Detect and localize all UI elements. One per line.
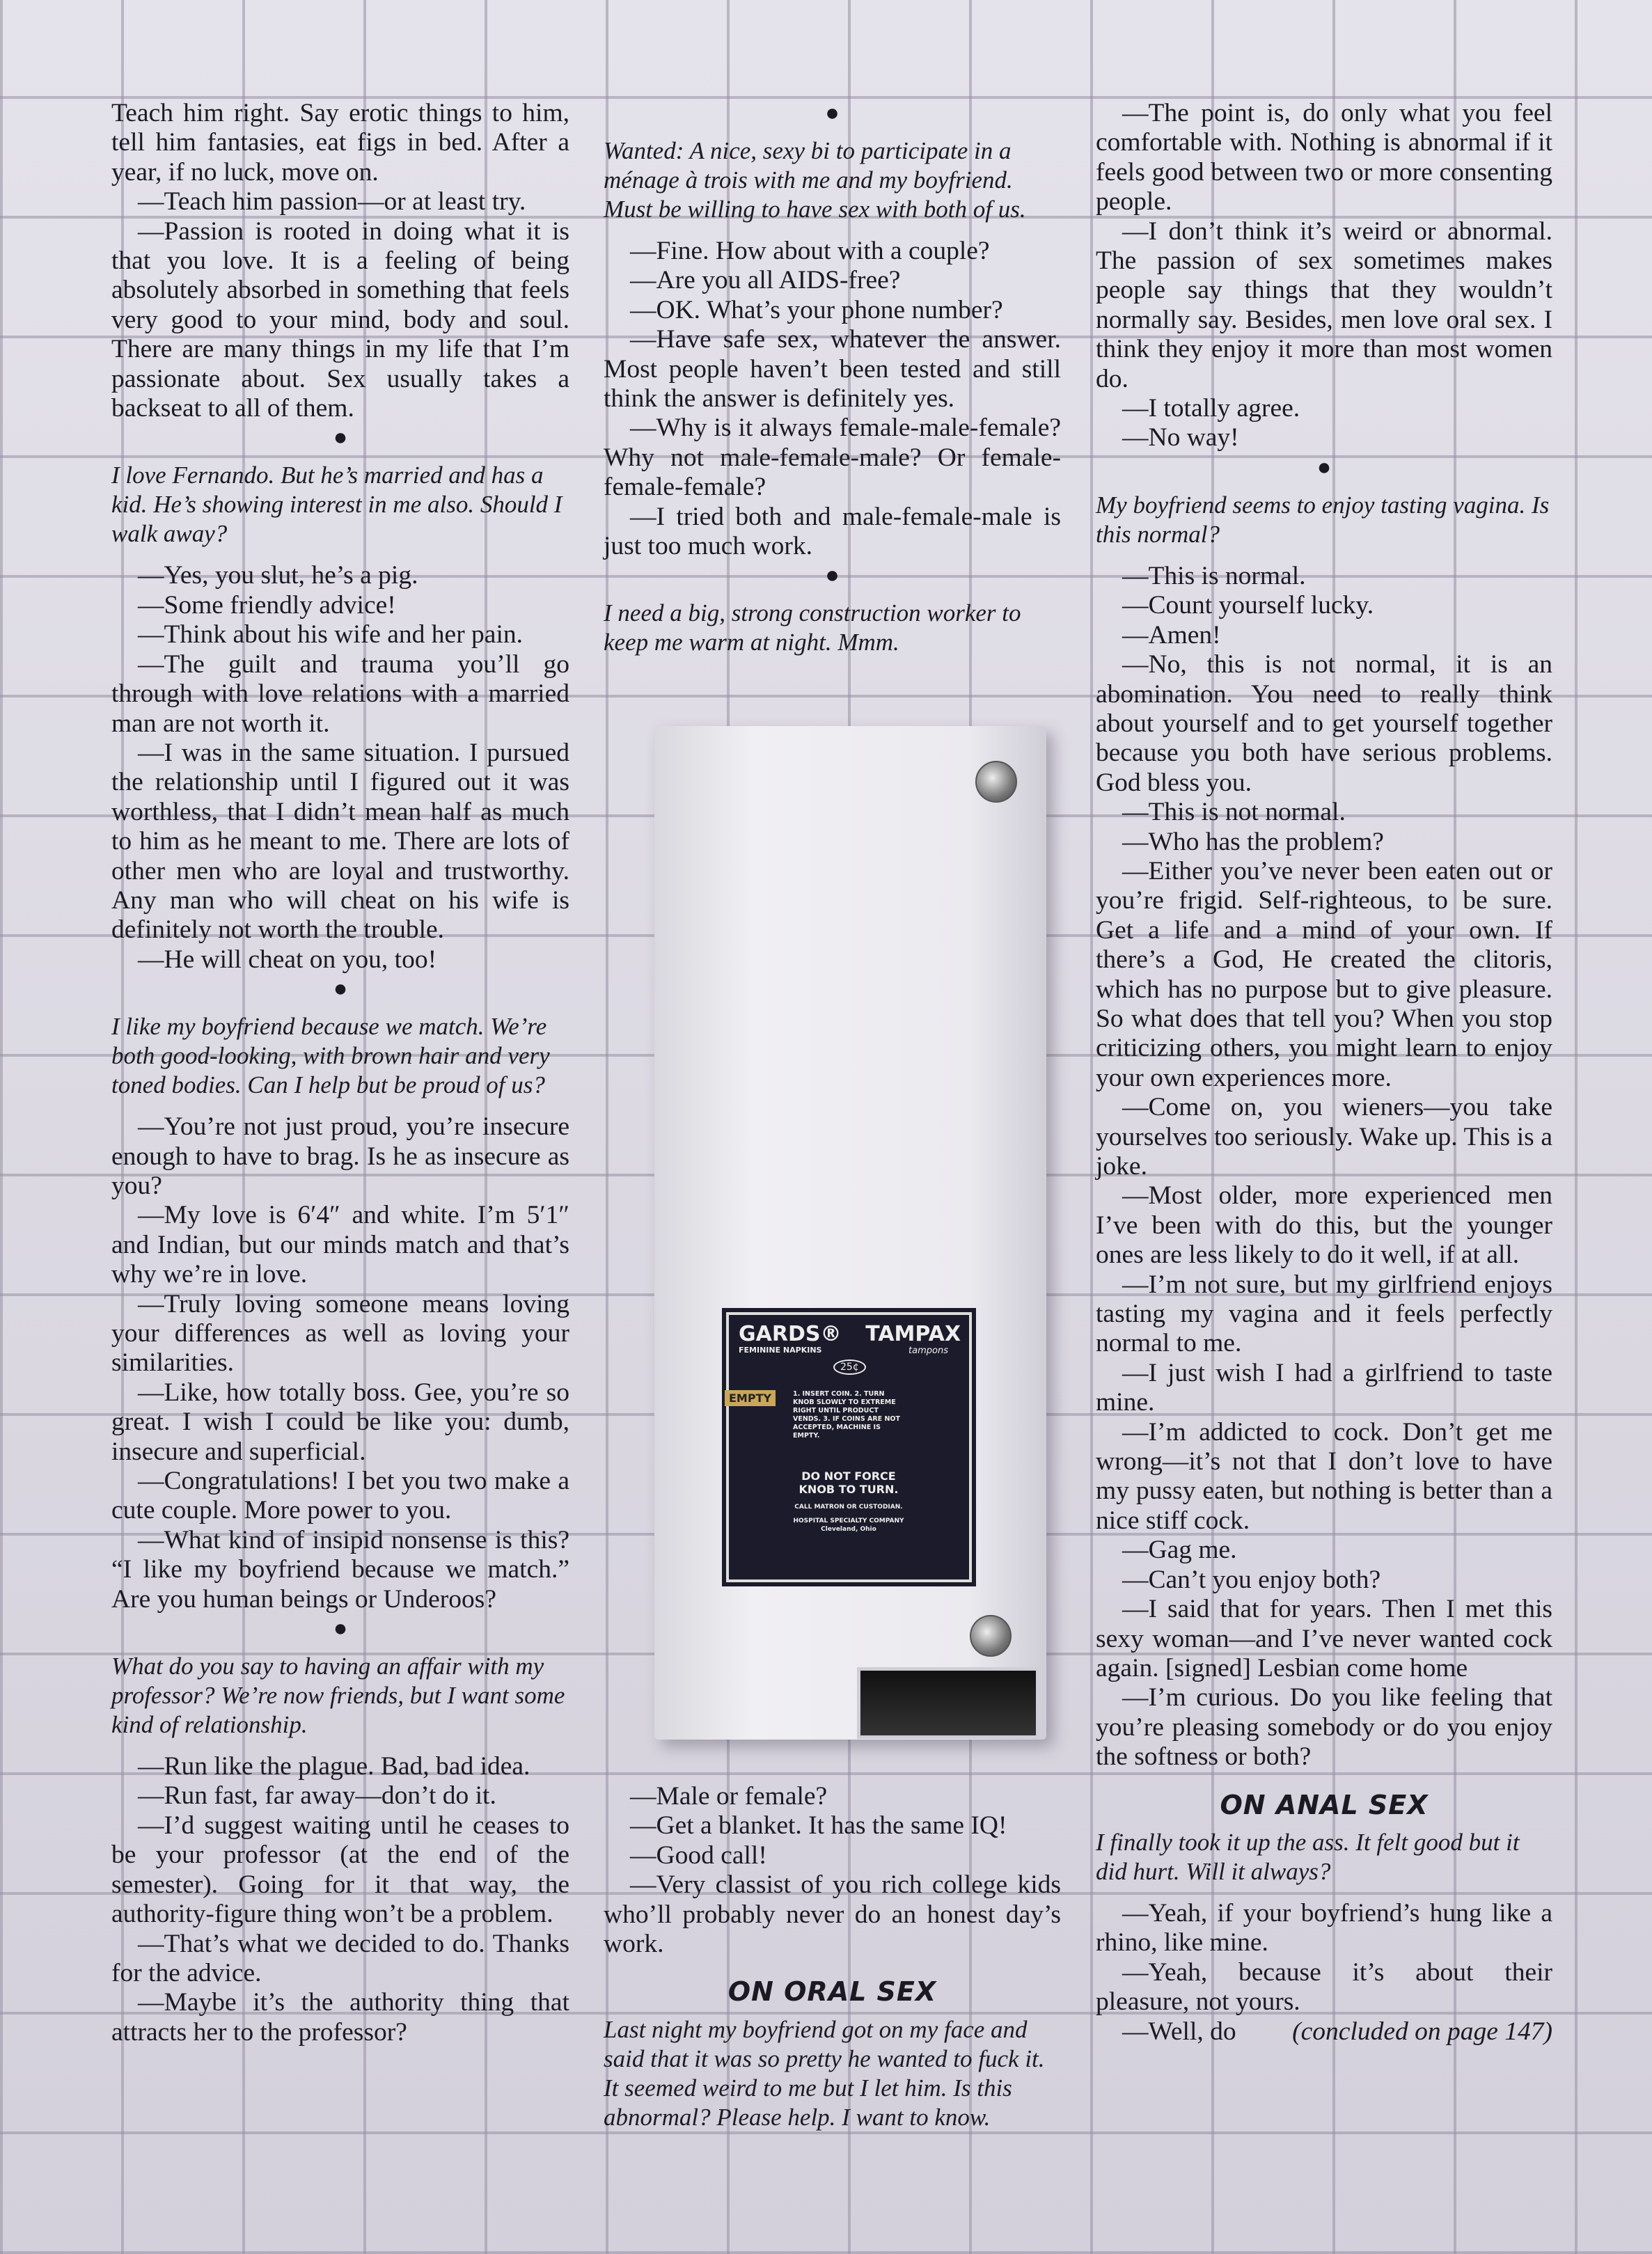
- reply: [1096, 1418, 1552, 1536]
- reply-text: —Very classist of you rich college kids who’ll probably never do an honest day’s work.: [604, 1870, 1061, 1959]
- reply: [1096, 1536, 1552, 1565]
- section-heading: [1096, 1790, 1552, 1820]
- reply: [111, 217, 569, 424]
- reply: [1096, 1683, 1552, 1772]
- paragraph-text: Teach him right. Say erotic things to him, tell him fantasies, eat figs in bed. After a year, if no luck, move on.: [111, 99, 569, 187]
- reply: [111, 1781, 569, 1811]
- reply-text: —I’m addicted to cock. Don’t get me wrong—it’s not that I don’t love to have my pussy eaten, but nothing is better than a nice stiff cock.: [1096, 1417, 1552, 1535]
- question-text: My boyfriend seems to enjoy tasting vagina. Is this normal?: [1096, 491, 1550, 548]
- question: [111, 461, 569, 549]
- reply: [1096, 423, 1552, 452]
- reply: [1096, 591, 1552, 620]
- paragraph: [111, 99, 569, 187]
- reply: [111, 650, 569, 739]
- reply-text: —I totally agree.: [1122, 394, 1300, 423]
- reply: [1096, 217, 1552, 394]
- warning: DO NOT FORCE KNOB TO TURN.: [799, 1469, 899, 1496]
- reply-text: —Yeah, if your boyfriend’s hung like a rhino, like mine.: [1096, 1898, 1552, 1957]
- vending-dispenser-photo: [654, 726, 1046, 1740]
- reply-text: —I said that for years. Then I met this sexy woman—and I’ve never wanted cock again. [signed] Lesbian come home: [1096, 1595, 1552, 1682]
- question-text: Wanted: A nice, sexy bi to participate in a ménage à trois with me and my boyfriend. Must be willing to have sex with both of us.: [604, 137, 1026, 223]
- reply: [111, 1988, 569, 2047]
- reply-text: —Why is it always female-male-female? Why not male-female-male? Or female-female-female?: [604, 413, 1061, 502]
- question-text: Last night my boyfriend got on my face and said that it was so pretty he wanted to fuck it. It seemed weird to me but I let him. Is this abnormal? Please help. I want to know.: [604, 2015, 1045, 2131]
- reply: [1096, 621, 1552, 650]
- separator-bullet-text: ●: [1316, 454, 1332, 480]
- reply-text: —Get a blanket. It has the same IQ!: [630, 1811, 1007, 1841]
- reply: [1096, 2017, 1552, 2047]
- brand-right: TAMPAX: [865, 1322, 961, 1346]
- reply: [604, 237, 1061, 266]
- separator-bullet: [1096, 453, 1552, 482]
- reply: [1096, 99, 1552, 217]
- question-text: I finally took it up the ass. It felt good but it did hurt. Will it always?: [1096, 1828, 1520, 1885]
- reply: [604, 1811, 1061, 1841]
- reply-text: —Teach him passion—or at least try.: [138, 187, 526, 216]
- reply: [111, 591, 569, 620]
- dispenser-label: [726, 1312, 972, 1582]
- reply-text: —Some friendly advice!: [138, 590, 396, 620]
- reply: [1096, 857, 1552, 1093]
- section-heading-text: ON ORAL SEX: [727, 1976, 937, 2008]
- reply: [1096, 1595, 1552, 1683]
- reply-text: —You’re not just proud, you’re insecure enough to have to brag. Is he as insecure as you?: [111, 1112, 569, 1200]
- reply: [1096, 1566, 1552, 1595]
- question-text: I like my boyfriend because we match. We’re both good-looking, with brown hair and very toned bodies. Can I help but be proud of us?: [111, 1013, 550, 1099]
- reply-text: —This is normal.: [1122, 561, 1306, 590]
- product-slot: [857, 1667, 1039, 1739]
- reply: [604, 1841, 1061, 1870]
- reply-text: —Are you all AIDS-free?: [630, 266, 901, 295]
- question: [604, 136, 1061, 224]
- reply: [1096, 1270, 1552, 1359]
- reply-text: —Passion is rooted in doing what it is that you love. It is a feeling of being absolutely absorbed in something that feels very good to your mind, body and soul. There are many things in my life that I’m passionate about. Sex usually takes a backseat to all of them.: [111, 216, 569, 423]
- reply: [604, 325, 1061, 413]
- reply: [111, 620, 569, 649]
- reply: [111, 1112, 569, 1201]
- question: [1096, 1828, 1552, 1886]
- reply: [111, 1378, 569, 1467]
- section-heading: [604, 1977, 1061, 2006]
- column-right: [1096, 99, 1552, 2047]
- reply-text: —My love is 6′4″ and white. I’m 5′1″ and Indian, but our minds match and that’s why we’re in love.: [111, 1201, 569, 1289]
- reply-text: —I’m curious. Do you like feeling that you’re pleasing somebody or do you enjoy the softness or both?: [1096, 1683, 1552, 1772]
- price: 25¢: [833, 1360, 866, 1375]
- question: [111, 1012, 569, 1100]
- reply-text: —Well, do: [1122, 2017, 1236, 2046]
- reply: [111, 1290, 569, 1378]
- reply: [111, 1467, 569, 1526]
- reply-text: —Congratulations! I bet you two make a cute couple. More power to you.: [111, 1467, 569, 1525]
- reply: [1096, 1958, 1552, 2017]
- screw-icon: [970, 1615, 1012, 1657]
- reply-text: —The guilt and trauma you’ll go through with love relations with a married man are not worth it.: [111, 649, 569, 738]
- reply: [111, 561, 569, 590]
- reply: [111, 1811, 569, 1930]
- brand-left-sub: FEMININE NAPKINS: [739, 1346, 822, 1355]
- separator-bullet-text: ●: [333, 1616, 348, 1642]
- reply-text: —Can’t you enjoy both?: [1122, 1565, 1381, 1594]
- reply: [604, 1870, 1061, 1959]
- continuation-jump: (concluded on page 147): [1292, 2017, 1552, 2046]
- reply-text: —I tried both and male-female-male is just too much work.: [604, 502, 1061, 561]
- reply-text: —No, this is not normal, it is an abomination. You need to really think about yourself and to get yourself together because you both have serious problems. God bless you.: [1096, 650, 1552, 797]
- reply-text: —Run fast, far away—don’t do it.: [138, 1781, 496, 1811]
- reply-text: —The point is, do only what you feel comfortable with. Nothing is abnormal if it feels good between two or more consenting people.: [1096, 99, 1552, 216]
- separator-bullet: [111, 975, 569, 1004]
- section-heading-text: ON ANAL SEX: [1220, 1789, 1429, 1820]
- column-middle-top: [604, 99, 1061, 670]
- separator-bullet: [111, 1614, 569, 1644]
- reply-text: —I’d suggest waiting until he ceases to be your professor (at the end of the semester). Going for it that way, the authority-figure thing won’t be a problem.: [111, 1811, 569, 1929]
- reply: [111, 945, 569, 975]
- separator-bullet: [111, 423, 569, 452]
- reply: [111, 739, 569, 945]
- brand-left: GARDS®: [739, 1322, 842, 1346]
- separator-bullet-text: ●: [825, 562, 840, 589]
- reply-text: —Male or female?: [630, 1782, 828, 1811]
- separator-bullet: [604, 561, 1061, 590]
- empty-indicator: EMPTY: [725, 1390, 776, 1406]
- reply-text: —No way!: [1122, 423, 1239, 452]
- call-text: CALL MATRON OR CUSTODIAN.: [794, 1504, 903, 1511]
- reply: [1096, 798, 1552, 827]
- question: [604, 2015, 1061, 2132]
- reply: [1096, 562, 1552, 591]
- question: [111, 1652, 569, 1740]
- reply-text: —Have safe sex, whatever the answer. Most people haven’t been tested and still think the answer is definitely yes.: [604, 325, 1061, 413]
- reply: [1096, 1093, 1552, 1181]
- maker-text: HOSPITAL SPECIALTY COMPANY Cleveland, Ohio: [793, 1518, 904, 1533]
- reply-text: —What kind of insipid nonsense is this? “I like my boyfriend because we match.” Are you human beings or Underoos?: [111, 1525, 569, 1614]
- question: [604, 599, 1061, 657]
- reply-text: —Yeah, because it’s about their pleasure, not yours.: [1096, 1957, 1552, 2017]
- reply: [1096, 650, 1552, 798]
- reply: [111, 1930, 569, 1989]
- reply: [111, 1752, 569, 1781]
- separator-bullet: [604, 99, 1061, 128]
- instructions: 1. INSERT COIN. 2. TURN KNOB SLOWLY TO EXTREME RIGHT UNTIL PRODUCT VENDS. 3. IF COINS ARE NOT ACCEPTED, MACHINE IS EMPTY.: [793, 1390, 900, 1440]
- reply: [111, 1201, 569, 1289]
- reply-text: —Either you’ve never been eaten out or you’re frigid. Self-righteous, to be sure. Get a life and a mind of your own. If there’s a God, He created the clitoris, which has no purpose but to give pleasure. So what does that tell you? When you stop criticizing others, you might learn to enjoy your own experiences more.: [1096, 856, 1552, 1092]
- reply-text: —I just wish I had a girlfriend to taste mine.: [1096, 1358, 1552, 1417]
- reply-text: —Count yourself lucky.: [1122, 591, 1374, 620]
- reply-text: —Good call!: [630, 1841, 767, 1870]
- reply-text: —OK. What’s your phone number?: [630, 295, 1003, 324]
- reply-text: —Yes, you slut, he’s a pig.: [138, 561, 418, 590]
- reply: [604, 1782, 1061, 1811]
- reply: [1096, 1181, 1552, 1270]
- question-text: What do you say to having an affair with my professor? We’re now friends, but I want some kind of relationship.: [111, 1653, 565, 1739]
- reply-text: —Run like the plague. Bad, bad idea.: [138, 1752, 530, 1781]
- separator-bullet-text: ●: [333, 976, 348, 1002]
- reply-text: —Like, how totally boss. Gee, you’re so great. I wish I could be like you: dumb, insecure and superficial.: [111, 1378, 569, 1466]
- separator-bullet-text: ●: [333, 425, 348, 451]
- reply-text: —Who has the problem?: [1122, 827, 1384, 856]
- reply-text: —Most older, more experienced men I’ve been with do this, but the younger ones are less likely to do it well, if at all.: [1096, 1181, 1552, 1270]
- screw-icon: [975, 761, 1017, 803]
- reply: [604, 503, 1061, 562]
- question-text: I love Fernando. But he’s married and has a kid. He’s showing interest in me also. Should I walk away?: [111, 462, 563, 548]
- reply: [604, 296, 1061, 325]
- reply-text: —Come on, you wieners—you take yourselves too seriously. Wake up. This is a joke.: [1096, 1093, 1552, 1181]
- reply-text: —This is not normal.: [1122, 798, 1346, 827]
- reply-text: —Amen!: [1122, 620, 1221, 649]
- reply-text: —Maybe it’s the authority thing that attracts her to the professor?: [111, 1988, 569, 2047]
- reply-text: —He will cheat on you, too!: [138, 945, 437, 974]
- separator-bullet-text: ●: [825, 100, 840, 126]
- reply-text: —That’s what we decided to do. Thanks for the advice.: [111, 1929, 569, 1987]
- reply: [604, 413, 1061, 502]
- reply-text: —Think about his wife and her pain.: [138, 620, 523, 649]
- reply: [111, 1526, 569, 1614]
- reply: [1096, 828, 1552, 857]
- reply: [1096, 1899, 1552, 1958]
- column-middle-bottom: [604, 1782, 1061, 2145]
- reply: [111, 187, 569, 216]
- reply-text: —Gag me.: [1122, 1536, 1237, 1565]
- column-left: [111, 99, 569, 2047]
- reply: [604, 266, 1061, 295]
- reply-text: —I’m not sure, but my girlfriend enjoys tasting my vagina and it feels perfectly normal to me.: [1096, 1270, 1552, 1358]
- reply: [1096, 394, 1552, 423]
- reply-text: —I was in the same situation. I pursued the relationship until I figured out it was worthless, that I didn’t mean half as much to him as he meant to me. There are lots of other men who are loyal and trustworthy. Any man who will cheat on his wife is definitely not worth the trouble.: [111, 738, 569, 945]
- reply-text: —Truly loving someone means loving your differences as well as loving your similarities.: [111, 1289, 569, 1378]
- call-and-maker: [793, 1503, 904, 1534]
- question: [1096, 491, 1552, 549]
- reply: [1096, 1359, 1552, 1418]
- question-text: I need a big, strong construction worker to keep me warm at night. Mmm.: [604, 599, 1021, 656]
- reply-text: —I don’t think it’s weird or abnormal. The passion of sex sometimes makes people say things that they wouldn’t normally say. Besides, men love oral sex. I think they enjoy it more than most women do.: [1096, 216, 1552, 393]
- reply-text: —Fine. How about with a couple?: [630, 237, 990, 265]
- brand-right-sub: tampons: [908, 1346, 948, 1356]
